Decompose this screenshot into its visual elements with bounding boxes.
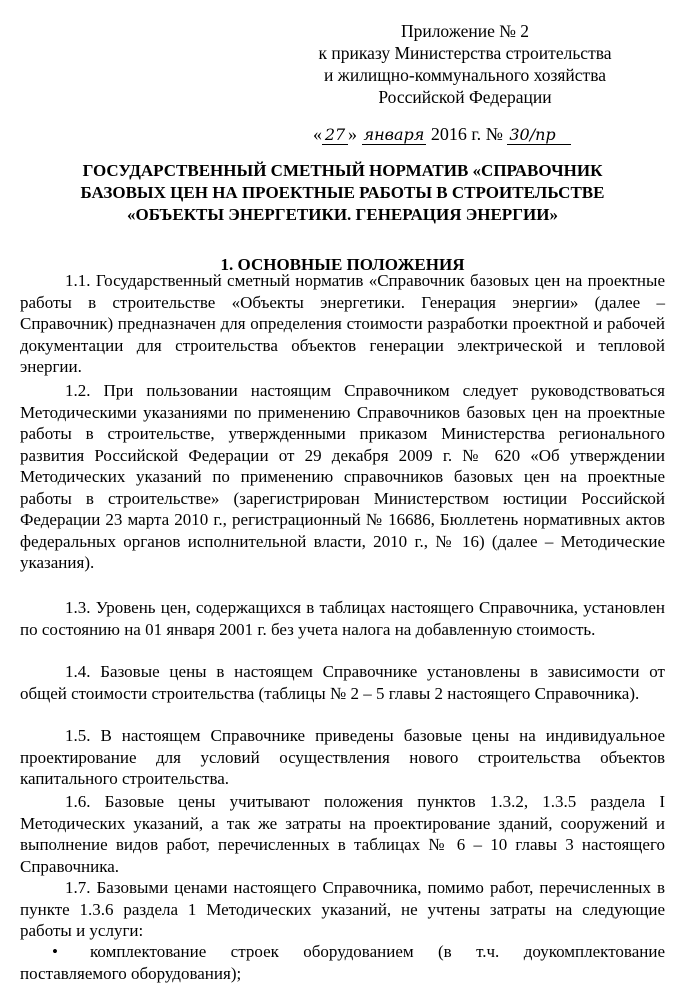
bullet-text: комплектование строек оборудованием (в т.ч. доукомплектование поставляемого оборудования); — [20, 942, 665, 983]
order-number: 30/пр — [507, 125, 571, 145]
approval-line: к приказу Министерства строительства — [318, 43, 612, 63]
section-heading: 1. ОСНОВНЫЕ ПОЛОЖЕНИЯ — [220, 255, 465, 274]
paragraph-1-1: 1.1. Государственный сметный норматив «Справочник базовых цен на проектные работы в строительстве «Объекты энергетики. Генерация энергии» (далее – Справочник) предназначен для определения стоимости разработки проектной и рабочей документации для строительства объектов генерации электрической и тепловой энергии. — [20, 271, 665, 376]
order-date-line — [313, 124, 571, 145]
document-title — [20, 160, 665, 226]
quote-close: » — [348, 124, 357, 144]
date-year: 2016 — [430, 124, 467, 144]
date-day: 27 — [322, 125, 348, 145]
number-sign: № — [485, 124, 503, 144]
paragraph-1-5: 1.5. В настоящем Справочнике приведены базовые цены на индивидуальное проектирование для условий осуществления нового строительства объектов капитального строительства. — [20, 726, 665, 788]
bullet-marker: • — [52, 942, 58, 961]
paragraph-1-2: 1.2. При пользовании настоящим Справочником следует руководствоваться Методическими указаниями по применению Справочников базовых цен на проектные работы в строительстве, утвержденными приказом Министерства регионального развития Российской Федерации от 29 декабря 2009 г. № 620 «Об утверждении Методических указаний по применению справочников базовых цен на проектные работы в строительстве» (зарегистрирован Министерством юстиции Российской Федерации 23 марта 2010 г., регистрационный № 16686, Бюллетень нормативных актов федеральных органов исполнительной власти, 2010 г., № 16) (далее – Методические указания). — [20, 381, 665, 572]
approval-line: и жилищно-коммунального хозяйства — [324, 65, 606, 85]
title-line: ГОСУДАРСТВЕННЫЙ СМЕТНЫЙ НОРМАТИВ «СПРАВОЧНИК — [82, 161, 603, 180]
paragraph-1-3: 1.3. Уровень цен, содержащихся в таблицах настоящего Справочника, установлен по состоянию на 01 января 2001 г. без учета налога на добавленную стоимость. — [20, 598, 665, 639]
quote-open: « — [313, 124, 322, 144]
approval-line: Российской Федерации — [378, 87, 552, 107]
approval-line: Приложение № 2 — [400, 21, 530, 41]
paragraph-1-7: 1.7. Базовыми ценами настоящего Справочника, помимо работ, перечисленных в пункте 1.3.6 раздела 1 Методических указаний, не учтены затраты на следующие работы и услуги: — [20, 878, 665, 940]
title-line: «ОБЪЕКТЫ ЭНЕРГЕТИКИ. ГЕНЕРАЦИЯ ЭНЕРГИИ» — [127, 205, 558, 224]
paragraph-1-6: 1.6. Базовые цены учитывают положения пунктов 1.3.2, 1.3.5 раздела I Методических указаний, а так же затраты на проектирование зданий, сооружений и выполнение видов работ, перечисленных в таблицах № 6 – 10 главы 3 настоящего Справочника. — [20, 792, 665, 876]
date-month: января — [363, 125, 425, 144]
date-year-suffix: г. — [471, 124, 482, 144]
title-line: БАЗОВЫХ ЦЕН НА ПРОЕКТНЫЕ РАБОТЫ В СТРОИТЕЛЬСТВЕ — [80, 183, 605, 202]
approval-block — [300, 20, 630, 108]
bullet-item — [20, 941, 665, 984]
paragraph-1-4: 1.4. Базовые цены в настоящем Справочнике установлены в зависимости от общей стоимости строительства (таблицы № 2 – 5 главы 2 настоящего Справочника). — [20, 662, 665, 703]
